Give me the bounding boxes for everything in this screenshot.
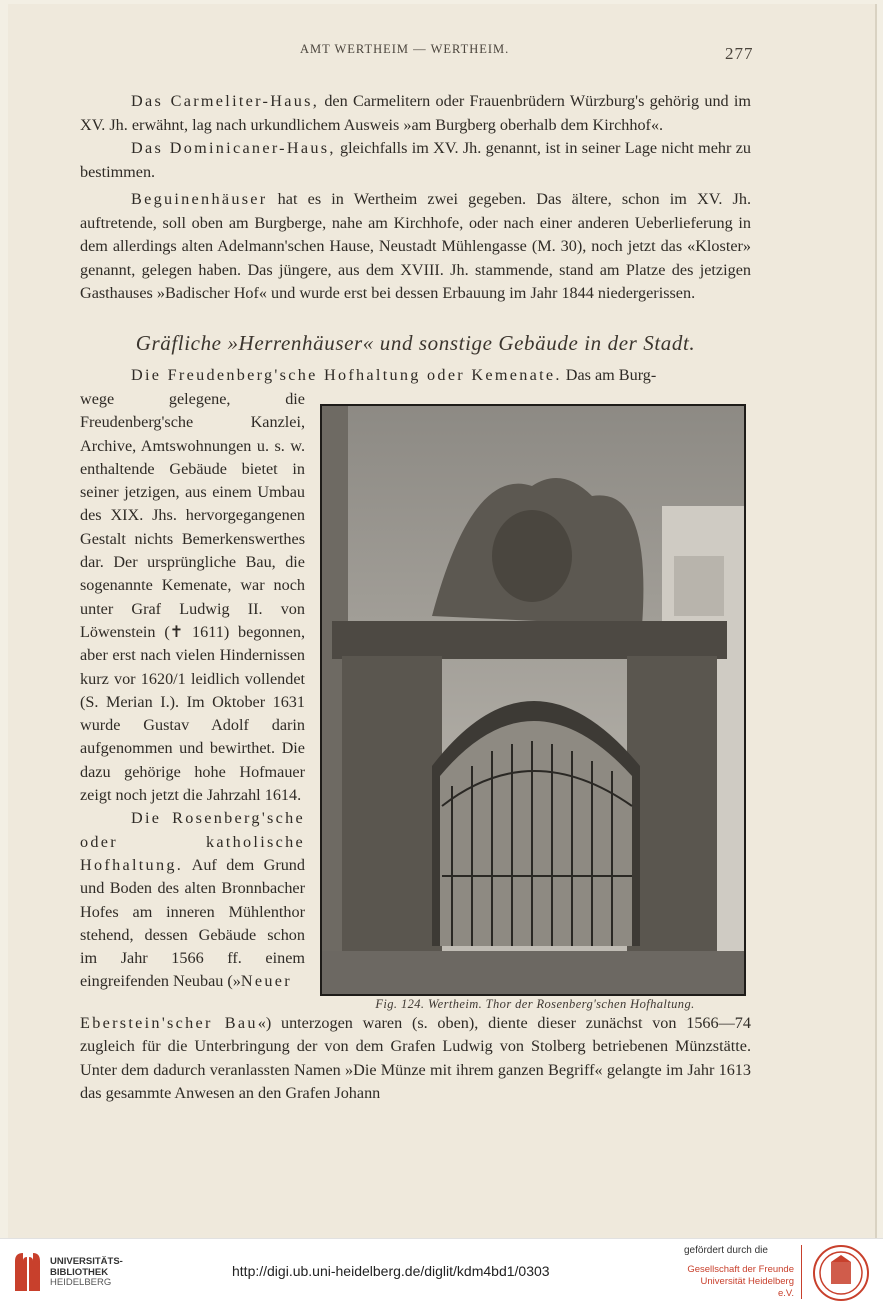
page-number: 277: [725, 44, 754, 63]
gate-pillar-right: [627, 656, 717, 956]
sponsor-note: gefördert durch die Gesellschaft der Freunde Universität Heidelberg e.V.: [684, 1245, 794, 1299]
section-heading: Gräfliche »Herrenhäuser« und sonstige Gebäude in der Stadt.: [135, 331, 696, 355]
paragraph-carmeliter: Das Carmeliter-Haus, den Carmelitern oder Frauenbrüdern Würzburg's gehörig und im XV. Jh. erwähnt, lag nach urkundlichem Ausweis »am Burgberg oberhalb dem Kirchhof«.: [80, 92, 751, 134]
figure-caption: Fig. 124. Wertheim. Thor der Rosenberg'schen Hofhaltung.: [375, 997, 695, 1011]
bottom-paragraph: [80, 1012, 751, 1106]
cobblestone-ground: [322, 951, 744, 994]
permalink-url[interactable]: http://digi.ub.uni-heidelberg.de/diglit/kdm4bd1/0303: [232, 1263, 550, 1279]
top-paragraphs: [80, 90, 751, 306]
running-header: AMT WERTHEIM — WERTHEIM.: [300, 42, 510, 56]
photo-rosenberg-gate: [320, 404, 746, 996]
gate-photograph: [322, 406, 744, 994]
viewer-footer: [0, 1238, 883, 1305]
paragraph-beguinen: Beguinenhäuser hat es in Wertheim zwei gegeben. Das ältere, schon im XV. Jh. auftretende, soll oben am Burgberge, nahe am Kirchhofe, oder nach einer anderen Ueberlieferung in dem allerdings alten Adelmann'schen Hause, Neustadt Mühlengasse (M. 30), noch jetzt das «Kloster» genannt, gelegen haben. Das jüngere, aus dem XVIII. Jh. stammende, stand am Platze des jetzigen Gasthauses »Badischer Hof« und wurde erst bei dessen Erbauung im Jahr 1844 niedergerissen.: [80, 190, 751, 302]
paragraph-freudenberg-lead: Die Freudenberg'sche Hofhaltung oder Kemenate. Das am Burg-: [131, 366, 657, 384]
wrapped-text-column: [80, 388, 305, 994]
gate-pillar-left: [342, 656, 442, 956]
footer-divider: [801, 1245, 802, 1299]
paragraph-rosenberg-body: Die Rosenberg'sche oder katholische Hofhaltung. Auf dem Grund und Boden des alten Bronnbacher Hofes am inneren Mühlenthor stehend, dessen Gebäude schon im Jahr 1566 ff. einem eingreifenden Neubau (»Neuer: [80, 809, 305, 991]
university-library-name: UNIVERSITÄTS- BIBLIOTHEK HEIDELBERG: [50, 1256, 123, 1288]
paragraph-freudenberg-body: wege gelegene, die Freudenberg'sche Kanzlei, Archive, Amtswohnungen u. s. w. enthaltende Gebäude bietet in seiner jetzigen, aus einem Umbau des XIX. Jhs. hervorgegangenen Gestalt nichts Bemerkenswerthes dar. Der ursprüngliche Bau, die sogenannte Kemenate, war noch unter Graf Ludwig II. von Löwenstein (✝ 1611) begonnen, aber erst nach vielen Hindernissen kurz vor 1620/1 leidlich vollendet (S. Merian I.). Im Oktober 1631 wurde Gustav Adolf darin aufgenommen und bewirthet. Die dazu gehörige hohe Hofmauer zeigt noch jetzt die Jahrzahl 1614.: [80, 390, 305, 805]
university-library-logo-icon: [12, 1251, 42, 1295]
paragraph-dominicaner: Das Dominicaner-Haus, gleichfalls im XV. Jh. genannt, ist in seiner Lage nicht mehr zu bestimmen.: [80, 139, 751, 181]
paragraph-rosenberg-continued: Eberstein'scher Bau«) unterzogen waren (s. oben), diente dieser zunächst von 1566—74 zugleich für die Unterbringung der von dem Grafen Ludwig von Stolberg betriebenen Münzstätte. Unter dem dadurch veranlassten Namen »Die Münze mit ihrem ganzen Begriff« gelangte im Jahr 1613 das gesammte Anwesen an den Grafen Johann: [80, 1014, 751, 1103]
university-seal-icon: [812, 1244, 870, 1302]
